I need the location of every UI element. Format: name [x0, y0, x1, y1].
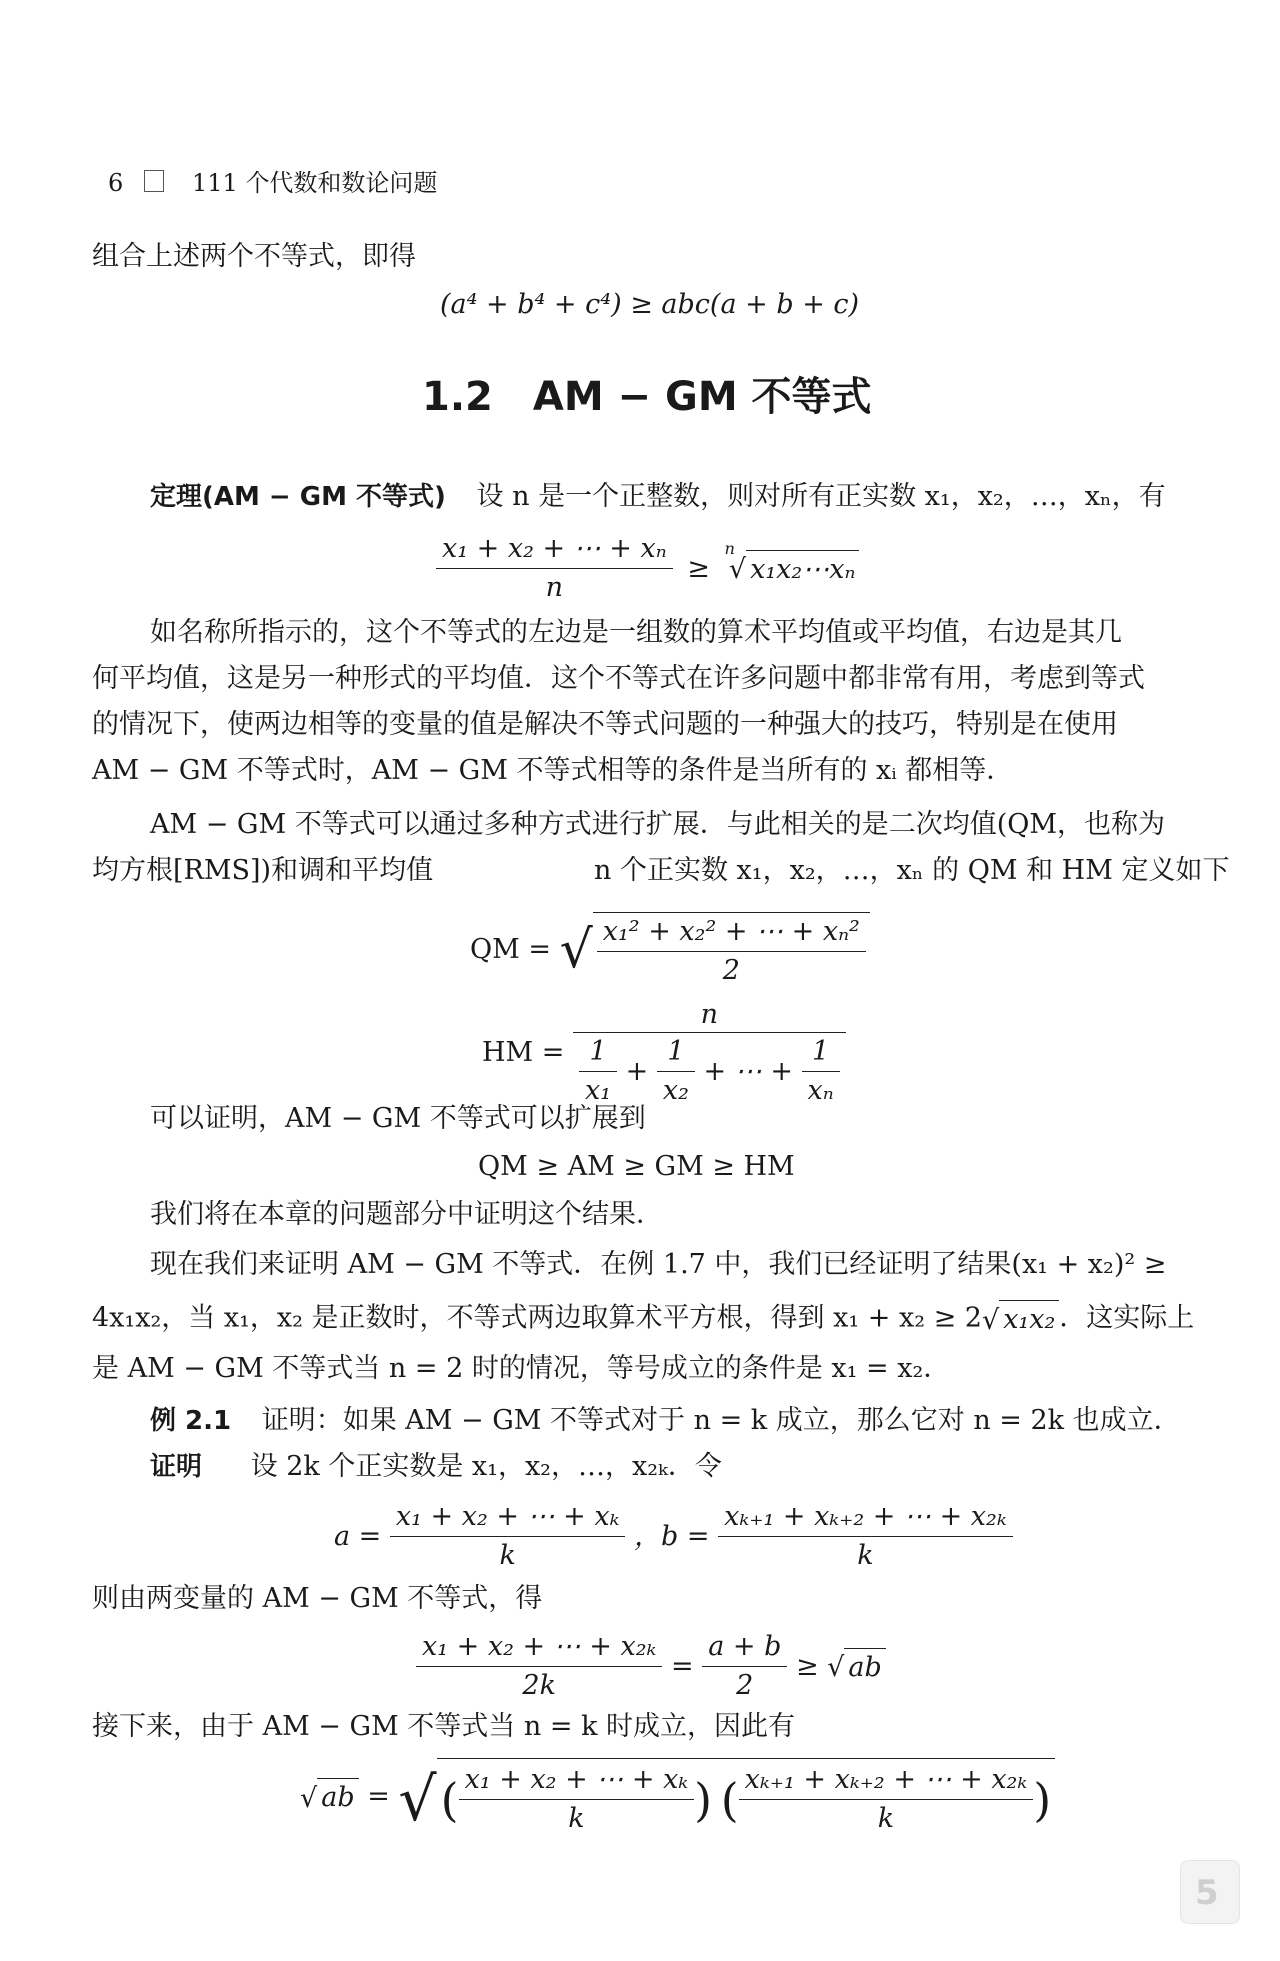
- eq-last-equals: =: [367, 1781, 390, 1812]
- hm-den-x1: x₁: [585, 1075, 612, 1106]
- eq-last-f1-denominator: k: [568, 1803, 585, 1834]
- eq-ab-a-denominator: k: [499, 1540, 516, 1571]
- paragraph-3-line-2b: ．这实际上: [1059, 1302, 1195, 1334]
- hm-den-xn: xₙ: [807, 1075, 834, 1106]
- paragraph-2-line-2a: 均方根[RMS])和调和平均值: [92, 855, 434, 886]
- eq-ab-a-numerator: x₁ + x₂ + ⋯ + xₖ: [390, 1500, 626, 1537]
- hm-label: HM =: [482, 1037, 565, 1068]
- paragraph-prove-later: 我们将在本章的问题部分中证明这个结果．: [150, 1199, 663, 1230]
- example-label: 例 2.1: [150, 1406, 232, 1436]
- paragraph-3-line-2: 4x₁x₂，当 x₁，x₂ 是正数时，不等式两边取算术平方根，得到 x₁ + x₂ ≥ 2√ x₁x₂ ．这实际上: [92, 1300, 1194, 1338]
- paragraph-two-var: 则由两变量的 AM − GM 不等式，得: [92, 1583, 543, 1614]
- eq-last-f1-numerator: x₁ + x₂ + ⋯ + xₖ: [459, 1763, 695, 1800]
- theorem-text: 设 n 是一个正整数，则对所有正实数 x₁，x₂，…，xₙ，有: [476, 481, 1166, 512]
- paragraph-next: 接下来，由于 AM − GM 不等式当 n = k 时成立，因此有: [92, 1711, 796, 1742]
- equation-amgm: $\frac{\text{x₁ + x₂ + ⋯ + xₙ}}{n}$ ≥ $^n$√ x₁x₂⋯xₙ: [436, 532, 859, 605]
- eq-tv-numerator-2: a + b: [702, 1630, 787, 1667]
- amgm-denominator: n: [545, 572, 564, 603]
- eq-ab-b-label: ，b =: [634, 1520, 710, 1552]
- paragraph-3-line-2a: 4x₁x₂，当 x₁，x₂ 是正数时，不等式两边取算术平方根，得到 x₁ + x₂ ≥ 2: [92, 1302, 982, 1334]
- hm-den-one-a: 1: [579, 1035, 617, 1072]
- eq-last-f2-denominator: k: [877, 1803, 895, 1834]
- page-corner-mark: [1180, 1860, 1240, 1924]
- proof-block: [150, 1450, 722, 1484]
- paragraph-1-line-4: AM − GM 不等式时，AM − GM 不等式相等的条件是当所有的 xᵢ 都相等．: [92, 755, 1014, 786]
- paragraph-2-line-2b: n 个正实数 x₁，x₂，…，xₙ 的 QM 和 HM 定义如下: [594, 855, 1230, 886]
- eq-tv-denominator-2: 2: [736, 1670, 754, 1701]
- hm-den-x2: x₂: [662, 1075, 689, 1106]
- eq-tv-numerator: x₁ + x₂ + ⋯ + x₂ₖ: [416, 1630, 662, 1667]
- proof-label: 证明: [150, 1452, 203, 1482]
- eq-ab-a-label: a =: [334, 1520, 382, 1552]
- proof-text: 设 2k 个正实数是 x₁，x₂，…，x₂ₖ．令: [250, 1451, 722, 1482]
- equation-last: √ ab = √( $\frac{\text{x₁ + x₂ + ⋯ + xₖ}}{k}$ ) ( $\frac{\text{xₖ₊₁ + xₖ₊₂ + ⋯ + x₂ₖ}}{k}$ ): [300, 1758, 1055, 1836]
- eq-tv-equals: =: [670, 1650, 694, 1682]
- equation-two-var: $\frac{\text{x₁ + x₂ + ⋯ + x₂ₖ}}{2k}$ = $\frac{a + b}{2}$ ≥ √ ab: [416, 1630, 886, 1703]
- hm-numerator: n: [573, 998, 846, 1033]
- paragraph-2-line-1: AM − GM 不等式可以通过多种方式进行扩展．与此相关的是二次均值(QM，也称为: [150, 809, 1166, 840]
- amgm-root-index: n: [724, 539, 735, 558]
- hm-den-one-b: 1: [657, 1035, 695, 1072]
- amgm-radicand: x₁x₂⋯xₙ: [746, 550, 859, 587]
- paragraph-1-line-3: 的情况下，使两边相等的变量的值是解决不等式问题的一种强大的技巧，特别是在使用: [92, 709, 1118, 740]
- eq-tv-ge: ≥: [795, 1650, 819, 1682]
- page-corner-digit: 5: [1195, 1873, 1219, 1913]
- paragraph-extend: 可以证明，AM − GM 不等式可以扩展到: [150, 1103, 646, 1134]
- paragraph-1-line-1: 如名称所指示的，这个不等式的左边是一组数的算术平均值或平均值，右边是其几: [150, 617, 1122, 648]
- section-title: 1.2 AM − GM 不等式: [422, 374, 872, 420]
- eq-ab-b-denominator: k: [857, 1540, 874, 1571]
- equation-chain: QM ≥ AM ≥ GM ≥ HM: [478, 1151, 795, 1182]
- example-block: [150, 1404, 1181, 1438]
- hm-den-one-c: 1: [802, 1035, 840, 1072]
- qm-denominator: 2: [722, 955, 740, 986]
- paragraph-1-line-2: 何平均值，这是另一种形式的平均值．这个不等式在许多问题中都非常有用，考虑到等式: [92, 663, 1145, 694]
- amgm-numerator: x₁ + x₂ + ⋯ + xₙ: [436, 532, 673, 569]
- page-number: 6: [108, 169, 124, 197]
- paragraph-combine: 组合上述两个不等式，即得: [92, 241, 416, 272]
- paragraph-3-line-1: 现在我们来证明 AM − GM 不等式．在例 1.7 中，我们已经证明了结果(x₁ + x₂)² ≥: [150, 1249, 1167, 1280]
- eq-ab-b-numerator: xₖ₊₁ + xₖ₊₂ + ⋯ + x₂ₖ: [718, 1500, 1013, 1537]
- eq-last-f2-numerator: xₖ₊₁ + xₖ₊₂ + ⋯ + x₂ₖ: [739, 1763, 1034, 1800]
- eq-tv-radicand: ab: [844, 1648, 885, 1685]
- theorem-label: 定理(AM − GM 不等式): [150, 482, 446, 512]
- paragraph-3-radicand: x₁x₂: [999, 1300, 1059, 1337]
- equation-qm: QM = √ $\frac{\text{x₁² + x₂² + ⋯ + xₙ²}}{2}$: [470, 912, 870, 988]
- hm-den-dots: + ⋯ +: [703, 1055, 793, 1087]
- running-title: 111 个代数和数论问题: [192, 169, 438, 197]
- qm-label: QM =: [470, 934, 551, 965]
- qm-numerator: x₁² + x₂² + ⋯ + xₙ²: [597, 915, 866, 952]
- theorem-block: [150, 480, 1166, 514]
- eq-last-lhs-radicand: ab: [317, 1778, 358, 1815]
- hm-den-plus: +: [625, 1055, 649, 1087]
- equation-hm: [482, 998, 846, 1108]
- eq-tv-denominator: 2k: [522, 1670, 556, 1701]
- equation-top: (a⁴ + b⁴ + c⁴) ≥ abc(a + b + c): [440, 289, 860, 320]
- paragraph-3-line-3: 是 AM − GM 不等式当 n = 2 时的情况，等号成立的条件是 x₁ = x₂．: [92, 1353, 951, 1384]
- example-text: 证明：如果 AM − GM 不等式对于 n = k 成立，那么它对 n = 2k 也成立．: [261, 1405, 1181, 1436]
- equation-ab: [334, 1500, 1013, 1573]
- header-square-icon: [144, 170, 164, 192]
